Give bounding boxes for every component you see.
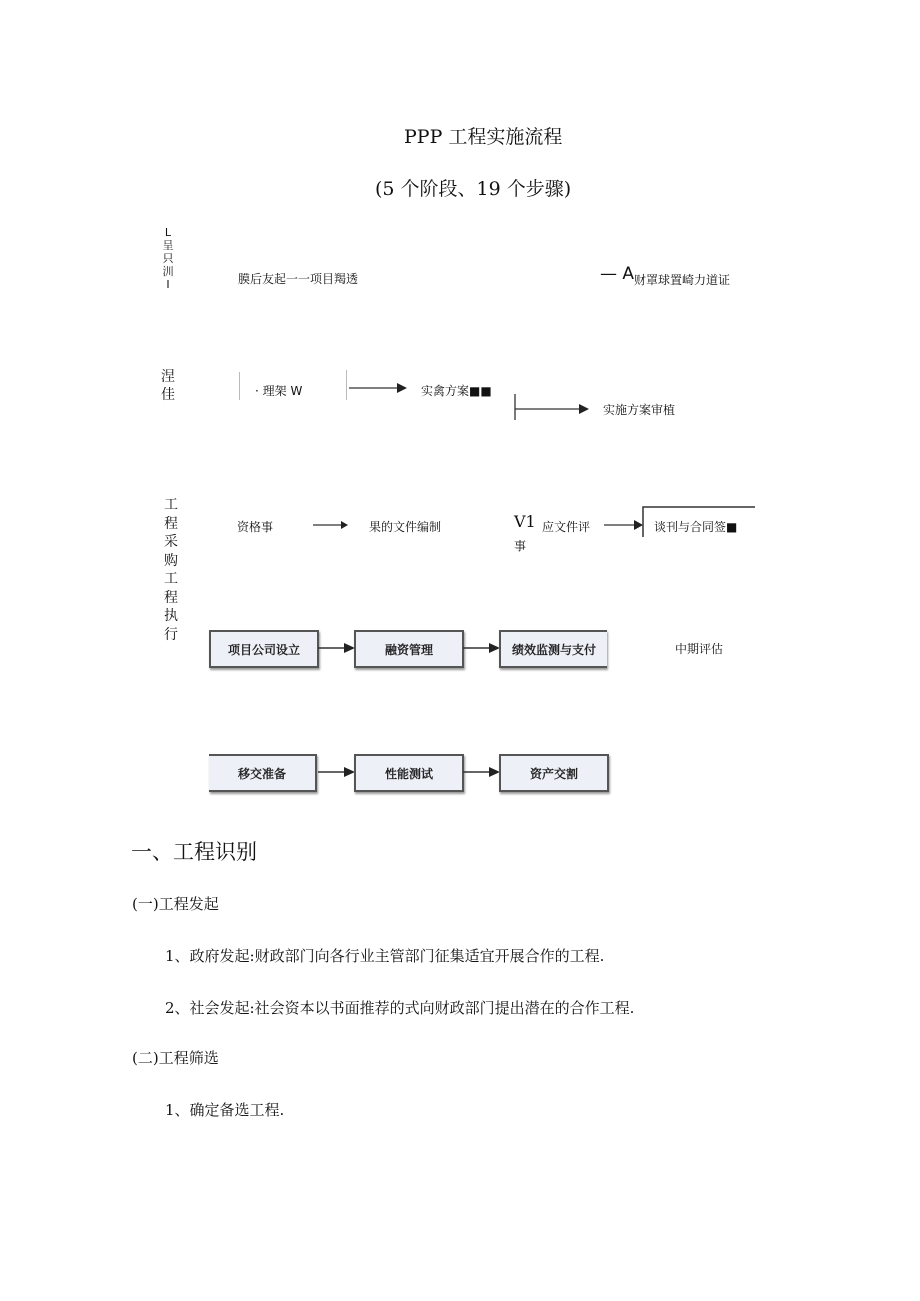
stage5-arrow-2 xyxy=(463,765,503,779)
stage2-tick2 xyxy=(346,370,347,400)
stage5-box2-label: 性能测试 xyxy=(384,766,433,781)
stage4-box-performance xyxy=(499,630,607,668)
stage3-step3-prefix: V1 xyxy=(514,512,536,531)
stage1-label: L 呈只 汌 I xyxy=(162,226,174,291)
stage3-step2: 果的文件编制 xyxy=(369,520,442,534)
stage4-box2-label: 融资管理 xyxy=(384,642,433,657)
stage4-box1-label: 项目公司设立 xyxy=(227,642,300,657)
sub2-heading: (二)工程筛选 xyxy=(132,1049,219,1067)
stage4-box3-label: 绩效监测与支付 xyxy=(511,642,596,657)
stage4-extra: 中期评估 xyxy=(675,642,724,656)
stage1-right-mark: — A xyxy=(600,264,635,284)
item-gov-initiation: 1、政府发起:财政部门向各行业主管部门征集适宜开展合作的工程. xyxy=(165,947,605,965)
stage3-step3: 应文件评 xyxy=(542,520,591,534)
stage2-step2: 实禽方案■■ xyxy=(421,384,492,398)
stage5-box-test xyxy=(354,754,464,792)
stage2-arrow-1 xyxy=(349,381,409,395)
stage3-step3-line2: 事 xyxy=(514,539,527,553)
stage1-left-text: 膜后友起一一项目羯透 xyxy=(238,272,359,286)
stage2-tick xyxy=(239,372,240,400)
stage2-step3: 实施方案审植 xyxy=(603,403,676,417)
stage3-arrow-2 xyxy=(604,518,644,532)
stage5-box1-label: 移交准备 xyxy=(237,766,286,781)
stage3-arrow-1 xyxy=(313,519,349,531)
stage2-step1: · 理架 W xyxy=(255,384,303,398)
stage4-box-finance xyxy=(354,630,464,668)
stage4-box-company xyxy=(209,630,319,668)
stage3-step4: 谈刊与合同签■ xyxy=(654,520,738,534)
stage1-right-text: 财罩球置崎力道证 xyxy=(634,273,731,287)
stage3-label: 工程采购工程执行 xyxy=(164,497,178,643)
stage4-arrow-2 xyxy=(463,641,503,655)
stage2-label: 涅 佳 xyxy=(161,369,175,403)
stage5-arrow-1 xyxy=(318,765,358,779)
stage5-box-asset xyxy=(499,754,609,792)
item-social-initiation: 2、社会发起:社会资本以书面推荐的式向财政部门提出潜在的合作工程. xyxy=(165,999,635,1017)
section1-heading: 一、工程识别 xyxy=(131,840,257,864)
sub1-heading: (一)工程发起 xyxy=(132,895,219,913)
stage5-box-handover xyxy=(209,754,317,792)
stage4-arrow-1 xyxy=(318,641,358,655)
page-subtitle: (5 个阶段、19 个步骤) xyxy=(375,178,572,200)
stage3-step1: 资格事 xyxy=(237,520,274,534)
item-candidate: 1、确定备选工程. xyxy=(165,1101,285,1119)
stage2-arrow-2 xyxy=(513,394,593,420)
page-title: PPP 工程实施流程 xyxy=(404,126,563,148)
stage5-box3-label: 资产交割 xyxy=(529,766,578,781)
